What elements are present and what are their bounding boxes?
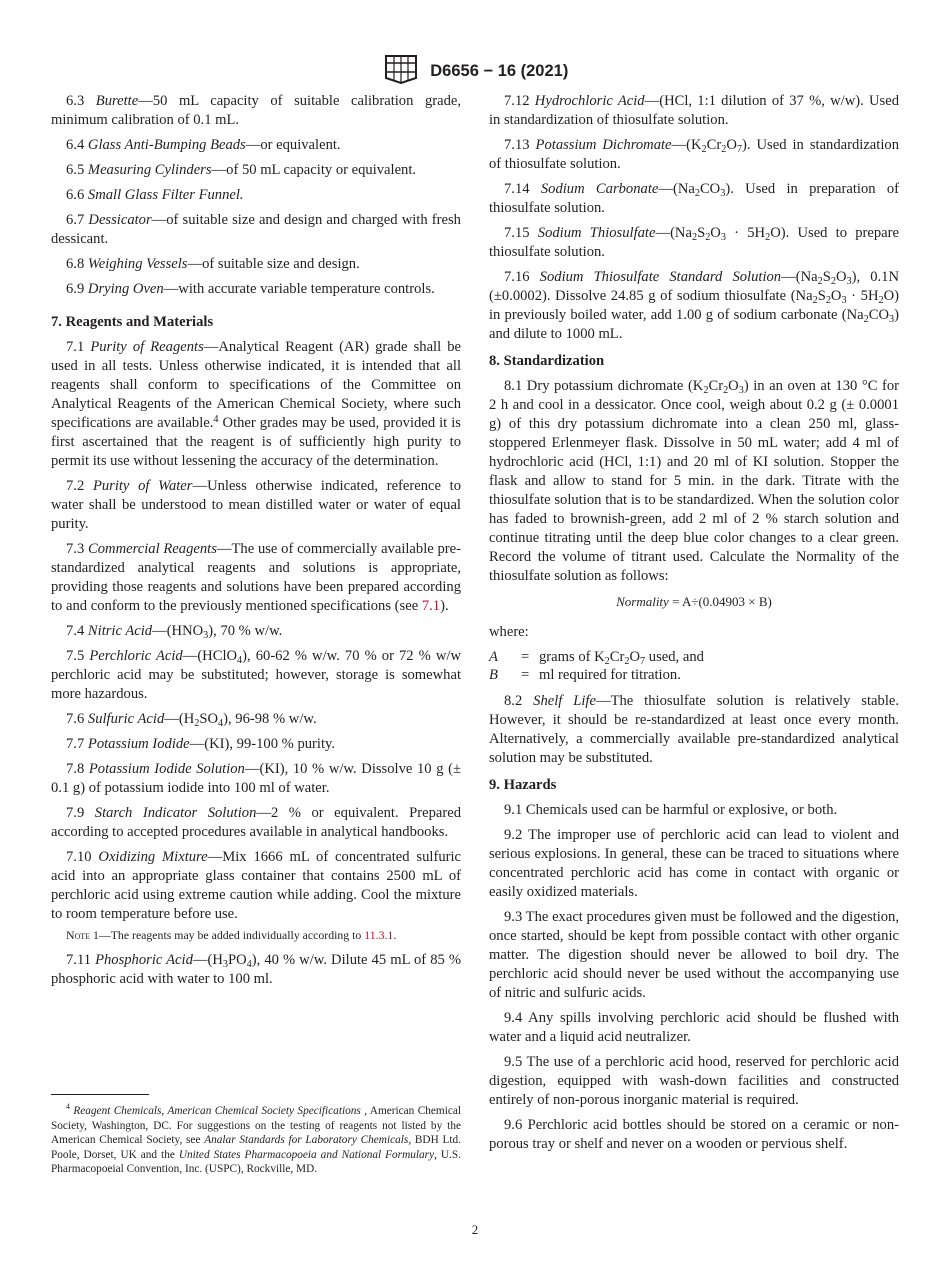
- heading-standardization: 8. Standardization: [489, 353, 605, 369]
- normality-formula: Normality = A÷(0.04903 × B): [616, 594, 772, 609]
- variable-definitions: [489, 648, 899, 684]
- section-7-11: 7.11 Phosphoric $Acid—(H_3PO_4)$, 40 % w/w. Dilute 45 mL of 85 % phosphoric acid with water to 100 ml.: [51, 952, 462, 987]
- section-9-3: 9.3 The exact procedures given must be followed and the digestion, once started, should be kept from possible contact with other organic matter. The digestion should never be allowed to boil dry. The perchloric acid should never be used without the accompanying use of nitric and sulfuric acids.: [489, 909, 899, 1001]
- xref-11-3-1[interactable]: 11.3.1: [364, 928, 394, 942]
- definition-b: B = ml required for titration.: [489, 667, 681, 683]
- section-7-3: 7.3 Commercial Reagents—The use of commercially available pre-standardized analytical reagents and solutions is appropriate, providing those reagents and solutions have been prepared according to and conform to the previously mentioned specifications (see 7.1).: [51, 541, 461, 614]
- document-designation: D6656 − 16 (2021): [430, 62, 569, 80]
- section-7-15: 7.15 Sodium $Thiosulfate—(Na_2S_2O_3 \cdot 5H_2O)$. Used to prepare thiosulfate solution.: [489, 225, 899, 260]
- section-6-3: 6.3 Burette—50 mL capacity of suitable calibration grade, minimum calibration of 0.1 mL.: [51, 93, 461, 128]
- footnote-ref-4[interactable]: 4: [213, 414, 219, 425]
- heading-reagents: 7. Reagents and Materials: [51, 314, 214, 330]
- footnote-divider: [51, 1094, 149, 1095]
- astm-logo-icon: [382, 54, 420, 89]
- section-9-4: 9.4 Any spills involving perchloric acid should be flushed with water and a liquid acid neutralizer.: [489, 1010, 899, 1045]
- note-1: Note 1—The reagents may be added individually according to 11.3.1.: [66, 928, 397, 942]
- section-7-7: 7.7 Potassium Iodide—(KI), 99-100 % purity.: [66, 736, 336, 752]
- definition-a: A = grams of $K_2Cr_2O_7$ used, and: [489, 649, 704, 667]
- section-7-13: 7.13 Potassium $Dichromate—(K_2Cr_2O_7)$. Used in standardization of thiosulfate solution.: [489, 137, 899, 172]
- section-7-4: 7.4 Nitric $Acid—(HNO_3)$, 70 % w/w.: [66, 623, 283, 641]
- section-9-5: 9.5 The use of a perchloric acid hood, reserved for perchloric acid digestion, equipped with wash-down facilities and constructed entirely of non-porous inorganic material is required.: [489, 1054, 899, 1108]
- footnote-4: $^4$ Reagent Chemicals, American Chemical Society Specifications , American Chemical Society, Washington, DC. For suggestions on the testing of reagents not listed by the American Chemical Society, see Analar Standards for Laboratory Chemicals, BDH Ltd. Poole, Dorset, UK and the United States Pharmacopoeia and National Formulary, U.S. Pharmacopoeial Convention, Inc. (USPC), Rockville, MD.: [51, 1102, 461, 1175]
- section-6-7: 6.7 Dessicator—of suitable size and design and charged with fresh dessicant.: [51, 212, 461, 247]
- section-6-4: 6.4 Glass Anti-Bumping Beads—or equivalent.: [66, 137, 341, 153]
- heading-hazards: 9. Hazards: [489, 777, 557, 793]
- section-9-6: 9.6 Perchloric acid bottles should be stored on a ceramic or non-porous tray or shelf and never on a wooden or pervious shelf.: [489, 1117, 899, 1152]
- page-header: [0, 54, 950, 89]
- section-7-8: 7.8 Potassium Iodide Solution—(KI), 10 % w/w. Dissolve 10 g (± 0.1 g) of potassium iodide into 100 ml of water.: [51, 761, 461, 796]
- section-8-2: 8.2 Shelf Life—The thiosulfate solution is relatively stable. However, it should be re-standardized at least once every month. Alternatively, a commercially available pre-standardized analytical solution may be substituted.: [489, 693, 899, 766]
- section-7-2: 7.2 Purity of Water—Unless otherwise indicated, reference to water shall be understood to mean distilled water or water of equal purity.: [51, 478, 462, 532]
- where-label: where:: [489, 624, 529, 640]
- section-9-1: 9.1 Chemicals used can be harmful or explosive, or both.: [504, 802, 838, 818]
- page-number: 2: [471, 1222, 479, 1237]
- section-7-1: 7.1 Purity of Reagents—Analytical Reagent (AR) grade shall be used in all tests. Unless otherwise indicated, it is intended that all reagents shall conform to specifications of the Committee on Analytical Reagents of the American Chemical Society, where such specifications are available.$^4$ Other grades may be used, provided it is first ascertained that the reagent is of sufficiently high purity to permit its use without lessening the accuracy of the determination.: [51, 339, 461, 469]
- section-7-5: 7.5 Perchloric Acid—(HClO$_4$), 60-62 % w/w. 70 % or 72 % w/w perchloric acid may be substituted; however, storage is somewhat more hazardous.: [51, 648, 461, 702]
- xref-7-1[interactable]: 7.1: [421, 598, 441, 614]
- section-7-16: 7.16 Sodium Thiosulfate Standard $Solution—(Na_2S_2O_3)$, 0.1N (±0.0002). Dissolve 24.85 g of sodium thiosulfate $(Na_2S_2O_3 \cdot 5H_2O)$ in previously boiled water, add 1.00 g of sodium carbonate $(Na_2CO_3)$ and dilute to 1000 mL.: [489, 269, 899, 342]
- right-column: [489, 92, 899, 1160]
- section-6-6: 6.6 Small Glass Filter Funnel.: [66, 187, 244, 203]
- section-6-8: 6.8 Weighing Vessels—of suitable size and design.: [66, 256, 360, 272]
- section-7-12: 7.12 Hydrochloric Acid—(HCl, 1:1 dilution of 37 %, w/w). Used in standardization of thiosulfate solution.: [489, 93, 899, 128]
- section-7-10: 7.10 Oxidizing Mixture—Mix 1666 mL of concentrated sulfuric acid into an appropriate glass container that contains 2500 mL of perchloric acid using extreme caution while adding. Cool the mixture to room temperature before use.: [51, 849, 462, 922]
- section-7-14: 7.14 Sodium $Carbonate—(Na_2CO_3)$. Used in preparation of thiosulfate solution.: [489, 181, 899, 216]
- left-column: [51, 92, 461, 995]
- section-6-5: 6.5 Measuring Cylinders—of 50 mL capacity or equivalent.: [66, 162, 417, 178]
- section-6-9: 6.9 Drying Oven—with accurate variable temperature controls.: [66, 281, 435, 297]
- section-7-9: 7.9 Starch Indicator Solution—2 % or equivalent. Prepared according to accepted procedures available in analytical handbooks.: [51, 805, 461, 840]
- section-9-2: 9.2 The improper use of perchloric acid can lead to violent and serious explosions. In general, these can be traced to situations where concentrated perchloric acid has come in contact with organic or easily oxidized materials.: [489, 827, 899, 900]
- section-8-1: 8.1 Dry potassium dichromate $(K_2Cr_2O_3)$ in an oven at 130 °C for 2 h and cool in a dessicator. Once cool, weigh about 0.2 g (± 0.0001 g) of this dry potassium dichromate into a clean 250 ml, glass-stoppered Erlenmeyer flask. Dissolve in 50 mL water; add 4 ml of hydrochloric acid (HCl, 1:1) and 20 ml of KI solution. Stopper the flask and allow to stand for 5 min. in the dark. Titrate with the thiosulfate solution that is to be standardized. When the solution color has faded to brownish-green, add 2 ml of 2 % starch solution and continue titrating until the deep blue color changes to a clear green. Record the volume of titrant used. Calculate the Normality of the thiosulfate solution as follows:: [489, 378, 899, 584]
- section-7-6: 7.6 Sulfuric $Acid—(H_2SO_4)$, 96-98 % w/w.: [66, 711, 317, 729]
